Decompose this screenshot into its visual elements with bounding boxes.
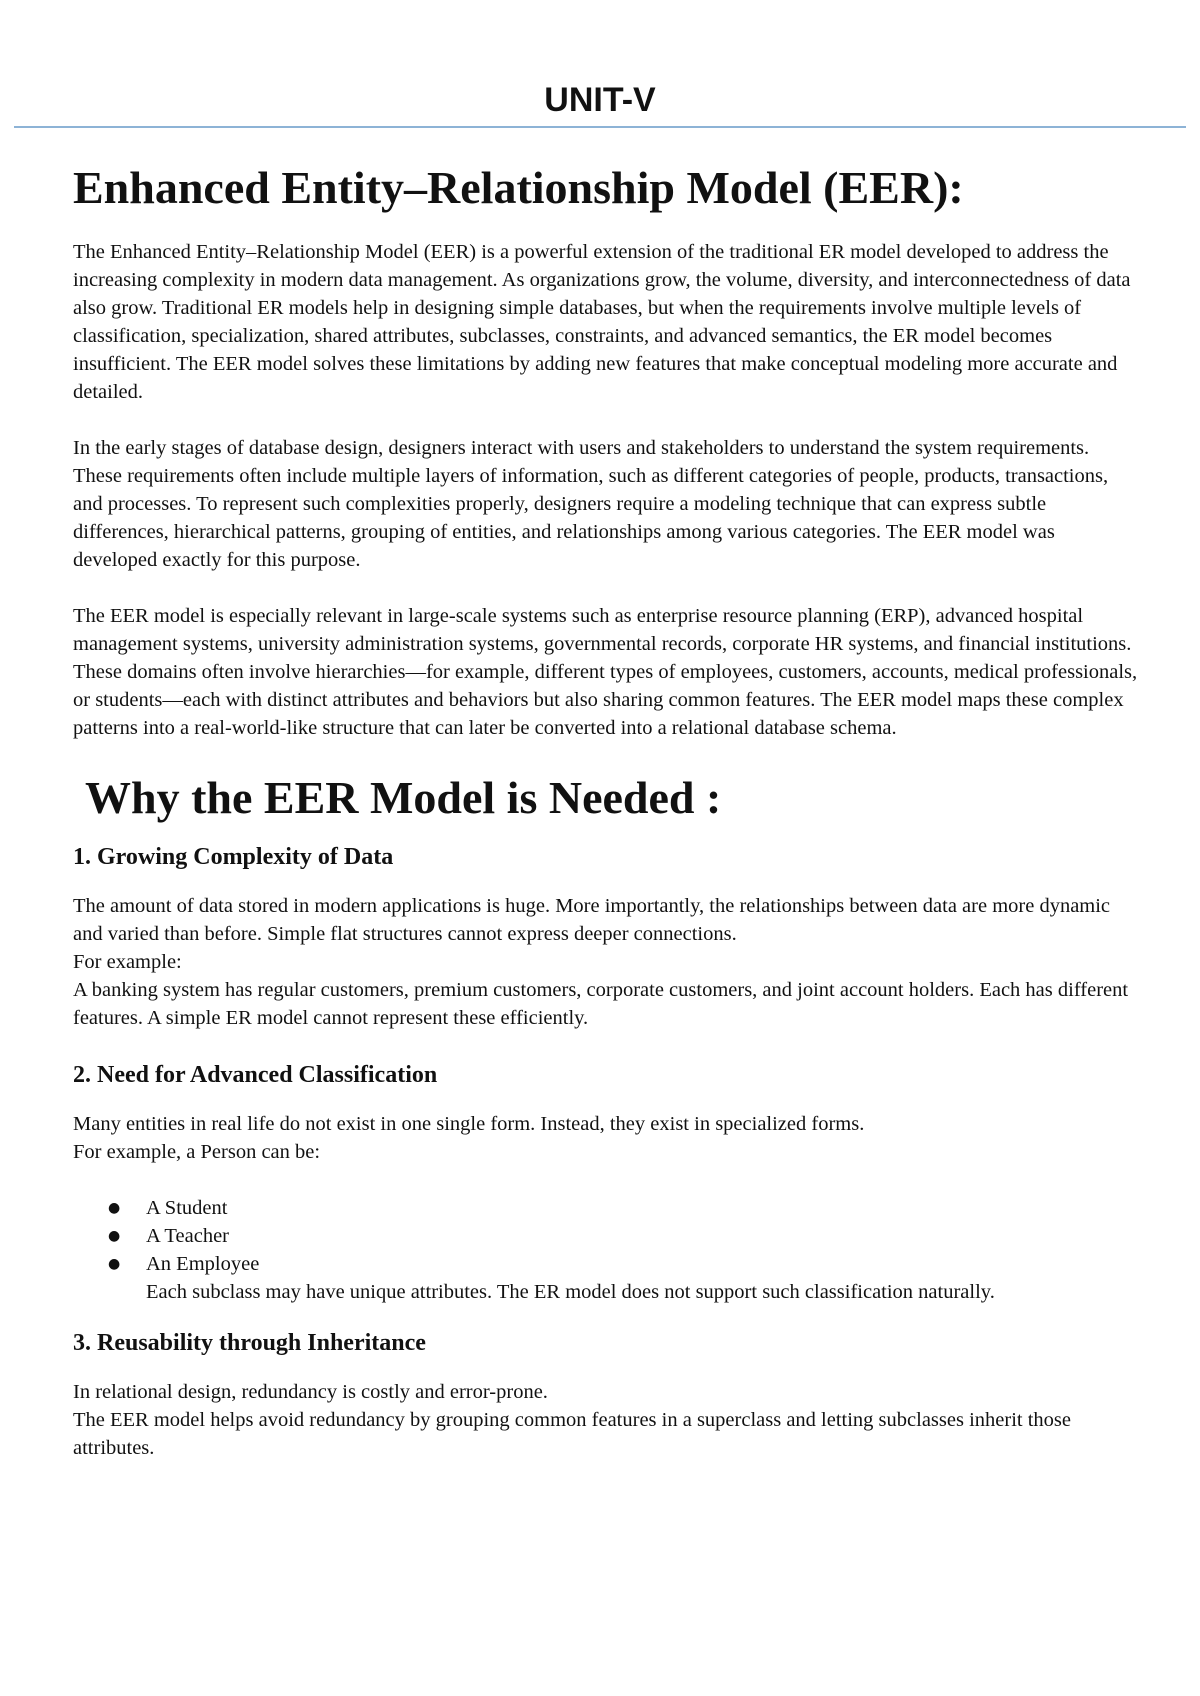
bullet-list <box>73 1194 1139 1306</box>
list-item <box>108 1194 1139 1222</box>
bullet-icon: ● <box>108 1200 121 1216</box>
list-item <box>108 1222 1139 1250</box>
paragraph: In relational design, redundancy is costly and error-prone. <box>73 1381 548 1403</box>
list-item-note: Each subclass may have unique attributes. The ER model does not support such classification naturally. <box>146 1281 995 1303</box>
intro-paragraph: The EER model is especially relevant in large-scale systems such as enterprise resource planning (ERP), advanced hospital management systems, university administration systems, governmental records, corporate HR systems, and financial institutions. These domains often involve hierarchies—for example, different types of employees, customers, accounts, medical professionals, or students—each with distinct attributes and behaviors but also sharing common features. The EER model maps these complex patterns into a real-world-like structure that can later be converted into a relational database schema. <box>73 605 1138 739</box>
paragraph: Many entities in real life do not exist in one single form. Instead, they exist in specialized forms. <box>73 1113 865 1135</box>
paragraph: For example: <box>73 951 182 973</box>
intro-paragraph: The Enhanced Entity–Relationship Model (EER) is a powerful extension of the traditional ER model developed to address the increasing complexity in modern data management. As organizations grow, the volume, diversity, and interconnectedness of data also grow. Traditional ER models help in designing simple databases, but when the requirements involve multiple levels of classification, specialization, shared attributes, subclasses, constraints, and advanced semantics, the ER model becomes insufficient. The EER model solves these limitations by adding new features that make conceptual modeling more accurate and detailed. <box>73 241 1131 403</box>
intro-paragraph: In the early stages of database design, designers interact with users and stakeholders to understand the system requirements. These requirements often include multiple layers of information, such as different categories of people, products, transactions, and processes. To represent such complexities properly, designers require a modeling technique that can express subtle differences, hierarchical patterns, grouping of entities, and relationships among various categories. The EER model was developed exactly for this purpose. <box>73 437 1109 571</box>
document-title: Enhanced Entity–Relationship Model (EER): <box>73 162 964 213</box>
unit-title: UNIT-V <box>544 81 656 119</box>
paragraph: For example, a Person can be: <box>73 1141 321 1163</box>
list-item <box>108 1250 1139 1306</box>
document-body <box>73 160 1139 1462</box>
subsection-heading: 2. Need for Advanced Classification <box>73 1062 438 1088</box>
paragraph: The amount of data stored in modern applications is huge. More importantly, the relationships between data are more dynamic and varied than before. Simple flat structures cannot express deeper connections. <box>73 895 1111 945</box>
subsection-heading: 3. Reusability through Inheritance <box>73 1330 426 1356</box>
subsection-heading: 1. Growing Complexity of Data <box>73 844 394 870</box>
list-item-text: A Student <box>146 1197 228 1219</box>
paragraph: The EER model helps avoid redundancy by grouping common features in a superclass and letting subclasses inherit those attributes. <box>73 1409 1071 1459</box>
section-title: Why the EER Model is Needed : <box>85 772 722 823</box>
page-header <box>14 80 1186 128</box>
bullet-icon: ● <box>108 1256 121 1272</box>
list-item-text: An Employee <box>146 1253 260 1275</box>
paragraph: A banking system has regular customers, premium customers, corporate customers, and joint account holders. Each has different features. A simple ER model cannot represent these efficiently. <box>73 979 1129 1029</box>
list-item-text: A Teacher <box>146 1225 229 1247</box>
bullet-icon: ● <box>108 1228 121 1244</box>
